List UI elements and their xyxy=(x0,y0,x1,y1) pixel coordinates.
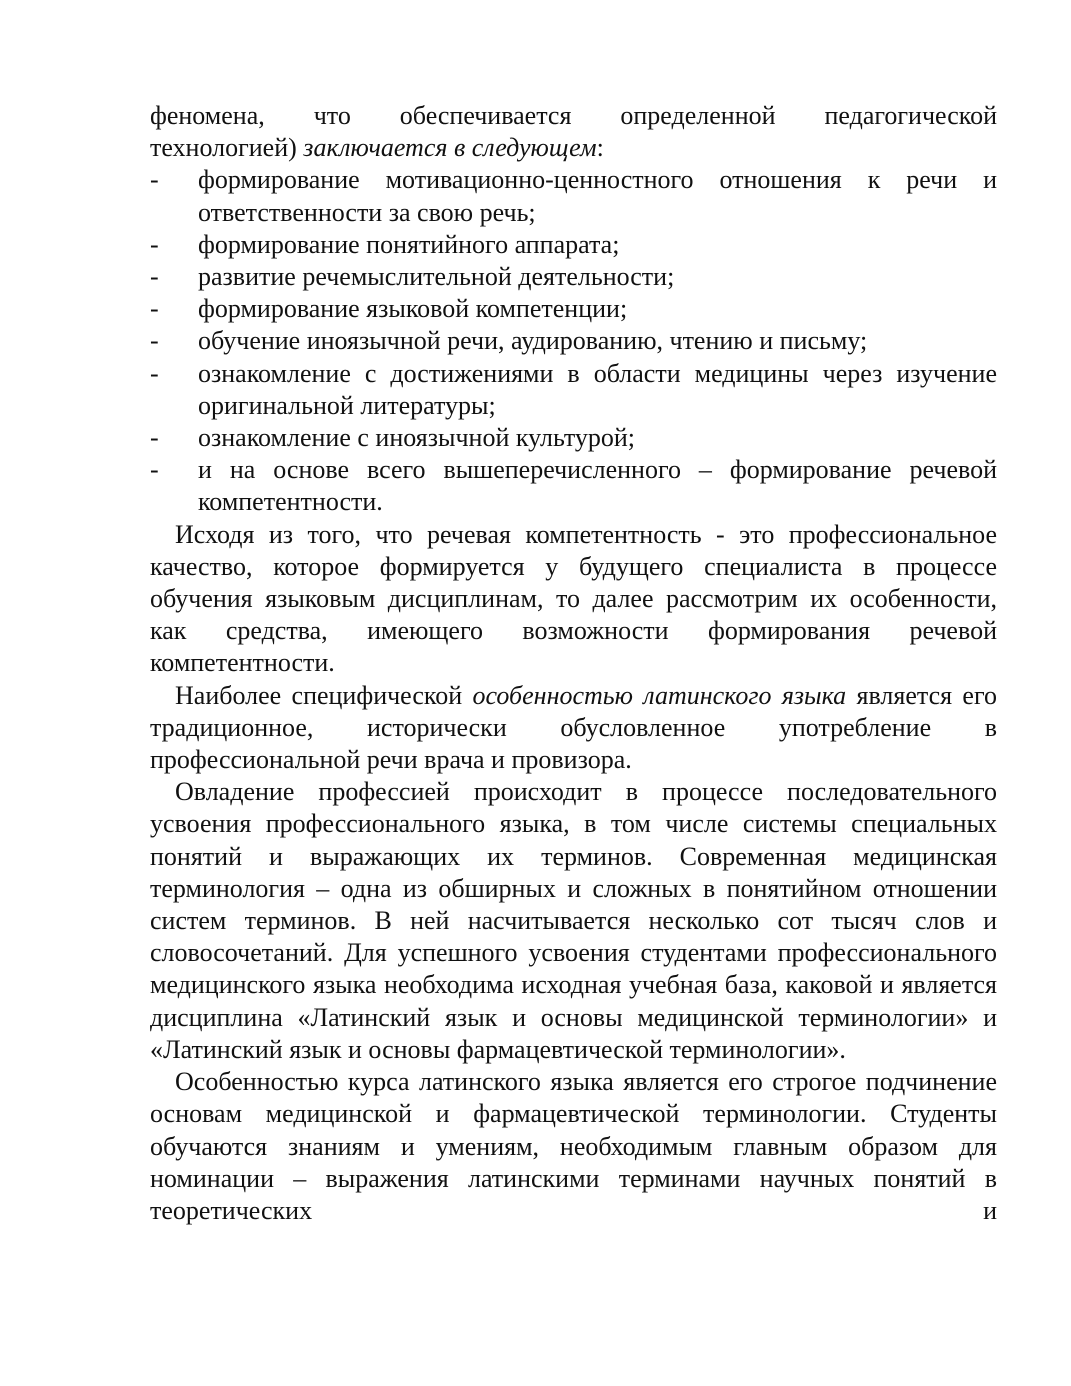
paragraph-course-feature: Особенностью курса латинского языка является его строгое подчинение основам медицинской и фармацевтической терминологии. Студенты обучаются знаниям и умениям, необходимым главным образом для номинации – выражения латинскими терминами научных понятий в теоретических и xyxy=(150,1067,997,1225)
list-dash: - xyxy=(150,423,159,453)
paragraph-text: является его традиционное, исторически обусловленное употребление в профессиональной речи врача и провизора. xyxy=(150,680,997,775)
list-dash: - xyxy=(150,294,159,324)
intro-italic-phrase: заключается в следующем xyxy=(303,133,597,163)
list-item xyxy=(150,261,997,293)
list-dash: - xyxy=(150,262,159,292)
paragraph-terminology: Овладение профессией происходит в процессе последовательного усвоения профессионального языка, в том числе системы специальных понятий и выражающих их терминов. Современная медицинская терминология – одна из обширных и сложных в понятийном отношении систем терминов. В ней насчитывается несколько сот тысяч слов и словосочетаний. Для успешного усвоения студентами профессионального медицинского языка необходима исходная учебная база, каковой и является дисциплина «Латинский язык и основы медицинской терминологии» и «Латинский язык и основы фармацевтической терминологии». xyxy=(150,777,997,1064)
list-dash: - xyxy=(150,165,159,195)
list-item-text: формирование языковой компетенции; xyxy=(198,294,628,324)
document-page xyxy=(150,100,997,1227)
italic-phrase: особенностью латинского языка xyxy=(472,680,847,710)
list-item xyxy=(150,164,997,228)
list-item xyxy=(150,229,997,261)
list-item-text: ознакомление с достижениями в области медицины через изучение оригинальной литературы; xyxy=(198,358,997,420)
list-item-text: и на основе всего вышеперечисленного – формирование речевой компетентности. xyxy=(198,455,997,517)
intro-colon: : xyxy=(596,133,604,163)
list-dash: - xyxy=(150,358,159,388)
list-item xyxy=(150,422,997,454)
paragraph-speech-competence: Исходя из того, что речевая компетентность - это профессиональное качество, которое формируется у будущего специалиста в процессе обучения языковым дисциплинам, то далее рассмотрим их особенности, как средства, имеющего возможности формирования речевой компетентности. xyxy=(150,519,997,678)
list-item-text: ознакомление с иноязычной культурой; xyxy=(198,423,635,453)
intro-paragraph xyxy=(150,100,997,164)
list-item-text: формирование понятийного аппарата; xyxy=(198,229,620,259)
list-item xyxy=(150,454,997,518)
list-item-text: развитие речемыслительной деятельности; xyxy=(198,262,675,292)
list-item xyxy=(150,293,997,325)
intro-second-line-text: технологией) xyxy=(150,133,304,163)
paragraph-text: Наиболее специфической xyxy=(175,680,473,710)
list-dash: - xyxy=(150,455,159,485)
list-item-text: формирование мотивационно-ценностного отношения к речи и ответственности за свою речь; xyxy=(198,165,997,227)
list-item xyxy=(150,358,997,422)
goals-list xyxy=(150,164,997,518)
list-dash: - xyxy=(150,229,159,259)
intro-second-line xyxy=(150,133,604,162)
list-item-text: обучение иноязычной речи, аудированию, чтению и письму; xyxy=(198,326,868,356)
paragraph-latin-specificity xyxy=(150,680,997,777)
list-item xyxy=(150,325,997,357)
list-dash: - xyxy=(150,326,159,356)
intro-first-line: феномена, что обеспечивается определенной педагогической xyxy=(150,101,997,130)
